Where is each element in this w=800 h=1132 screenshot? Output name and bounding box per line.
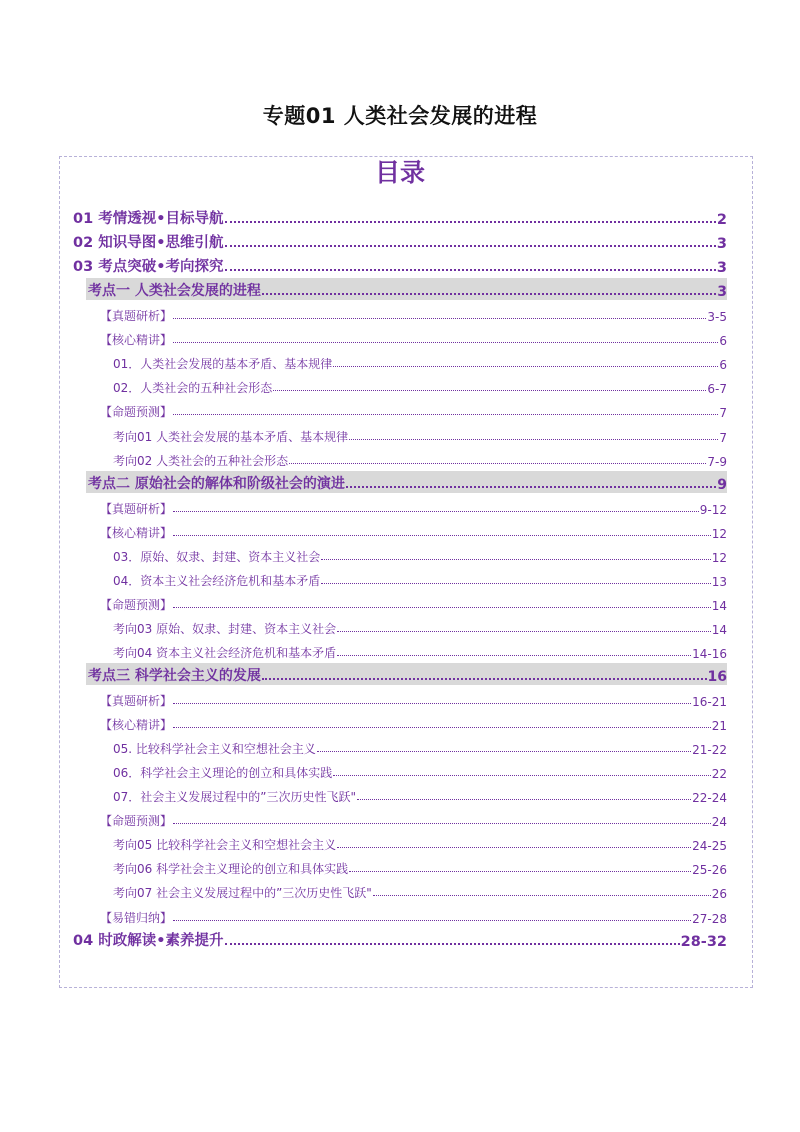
toc-entry-page: 22-24 [692, 791, 727, 806]
toc-entry-page: 6-7 [707, 382, 727, 397]
toc-dot-leader [289, 463, 706, 464]
toc-entry-label: 04 时政解读•素养提升 [73, 932, 224, 949]
toc-entry-page: 24 [711, 815, 727, 830]
toc-entry[interactable] [113, 759, 727, 781]
toc-dot-leader [337, 655, 691, 656]
toc-entry-page: 2 [716, 212, 727, 228]
toc-entry-label: 02 知识导图•思维引航 [73, 235, 224, 252]
toc-entry-page: 7 [719, 430, 727, 445]
toc-dot-leader [173, 920, 691, 921]
toc-entry[interactable] [100, 519, 727, 541]
toc-entry[interactable] [100, 711, 727, 733]
toc-entry[interactable] [113, 543, 727, 565]
toc-entry-label: 考向04 资本主义社会经济危机和基本矛盾 [113, 645, 337, 660]
toc-entry-label: 06．科学社会主义理论的创立和具体实践 [113, 766, 333, 781]
toc-entry-page: 6 [719, 358, 727, 373]
toc-entry[interactable] [100, 326, 727, 348]
toc-dot-leader [337, 847, 691, 848]
toc-entry-page: 6 [719, 334, 727, 349]
toc-entry[interactable] [113, 783, 727, 805]
toc-entry[interactable] [100, 904, 727, 926]
toc-dot-leader [225, 943, 680, 945]
toc-entry-page: 14 [711, 622, 727, 637]
toc-entry[interactable] [113, 567, 727, 589]
toc-entry[interactable] [73, 206, 727, 228]
toc-entry[interactable] [113, 350, 727, 372]
toc-dot-leader [173, 511, 699, 512]
toc-entry[interactable] [113, 831, 727, 853]
toc-entry[interactable] [73, 230, 727, 252]
toc-dot-leader [173, 342, 718, 343]
toc-entry[interactable] [113, 423, 727, 445]
toc-entry-label: 考向06 科学社会主义理论的创立和具体实践 [113, 862, 349, 877]
toc-entry-label: 01．人类社会发展的基本矛盾、基本规律 [113, 357, 333, 372]
toc-entry-label: 【真题研析】 [100, 694, 173, 708]
toc-entry-page: 21 [711, 719, 727, 733]
toc-dot-leader [349, 439, 718, 440]
toc-entry[interactable] [113, 374, 727, 396]
toc-dot-leader [273, 390, 706, 391]
toc-dot-leader [225, 269, 716, 271]
toc-entry[interactable] [86, 663, 727, 685]
toc-entry-page: 26 [711, 887, 727, 902]
toc-entry-label: 【真题研析】 [100, 501, 173, 516]
toc-entry[interactable] [113, 615, 727, 637]
toc-entry-label: 考点三 科学社会主义的发展 [88, 668, 261, 684]
toc-entry[interactable] [113, 855, 727, 877]
toc-entry-page: 9-12 [699, 502, 727, 517]
toc-dot-leader [225, 221, 716, 223]
toc-entry-label: 【核心精讲】 [100, 718, 173, 732]
toc-dot-leader [173, 318, 706, 319]
toc-dot-leader [349, 871, 691, 872]
toc-entry-page: 14-16 [692, 646, 727, 661]
toc-entry-page: 24-25 [692, 839, 727, 854]
toc-entry-page: 14 [711, 598, 727, 613]
toc-entry-page: 7 [719, 406, 727, 421]
toc-entry-page: 12 [711, 526, 727, 541]
toc-dot-leader [262, 293, 716, 295]
toc-entry-label: 【命题预测】 [100, 405, 173, 420]
document-title: 专题01 人类社会发展的进程 [262, 104, 538, 128]
toc-entry-label: 考点二 原始社会的解体和阶级社会的演进 [88, 475, 345, 492]
toc-dot-leader [262, 678, 707, 680]
toc-entry[interactable] [113, 735, 727, 757]
toc-entry-label: 01 考情透视•目标导航 [73, 211, 224, 227]
toc-entry-label: 【核心精讲】 [100, 333, 173, 348]
toc-entry-label: 【易错归纳】 [100, 910, 173, 925]
toc-entry[interactable] [100, 591, 727, 613]
toc-entry[interactable] [100, 495, 727, 517]
toc-entry-label: 03．原始、奴隶、封建、资本主义社会 [113, 549, 321, 564]
toc-dot-leader [346, 486, 716, 488]
toc-dot-leader [321, 559, 710, 560]
toc-entry[interactable] [86, 278, 727, 300]
toc-entry[interactable] [100, 302, 727, 324]
toc-entry-label: 考向05 比较科学社会主义和空想社会主义 [113, 838, 337, 853]
toc-dot-leader [333, 366, 718, 367]
toc-dot-leader [173, 703, 691, 704]
toc-entry[interactable] [100, 398, 727, 420]
toc-entry[interactable] [73, 254, 727, 276]
toc-entry-label: 02．人类社会的五种社会形态 [113, 381, 273, 396]
toc-dot-leader [337, 631, 711, 632]
toc-entry[interactable] [113, 447, 727, 469]
toc-entry-page: 28-32 [680, 933, 727, 950]
toc-entry-label: 考向07 社会主义发展过程中的”三次历史性飞跃" [113, 886, 372, 901]
toc-entry-page: 16 [707, 669, 727, 685]
toc-entry-label: 【命题预测】 [100, 597, 173, 612]
toc-dot-leader [321, 583, 710, 584]
toc-entry-label: 考向02 人类社会的五种社会形态 [113, 453, 289, 468]
toc-dot-leader [173, 414, 718, 415]
toc-heading: 目录 [374, 158, 425, 187]
toc-entry[interactable] [113, 879, 727, 901]
toc-entry-page: 3-5 [707, 310, 727, 325]
toc-dot-leader [173, 727, 711, 728]
toc-entry-page: 27-28 [692, 911, 727, 926]
toc-entry[interactable] [113, 639, 727, 661]
toc-entry-label: 考向01 人类社会发展的基本矛盾、基本规律 [113, 429, 349, 444]
toc-entry-label: 05. 比较科学社会主义和空想社会主义 [113, 742, 316, 757]
toc-entry-label: 07．社会主义发展过程中的”三次历史性飞跃" [113, 790, 357, 805]
toc-dot-leader [373, 895, 711, 896]
toc-dot-leader [173, 535, 711, 536]
toc-entry-page: 21-22 [692, 743, 727, 758]
toc-dot-leader [225, 245, 716, 247]
toc-entry-page: 13 [711, 574, 727, 589]
toc-entry-label: 03 考点突破•考向探究 [73, 259, 224, 276]
toc-entry-page: 3 [716, 260, 727, 277]
toc-dot-leader [173, 823, 711, 824]
toc-dot-leader [317, 751, 691, 752]
toc-entry-label: 考点一 人类社会发展的进程 [88, 283, 261, 300]
toc-entry[interactable] [73, 928, 727, 950]
toc-entry-label: 04．资本主义社会经济危机和基本矛盾 [113, 573, 321, 588]
toc-entry[interactable] [100, 687, 727, 709]
toc-entry-page: 22 [711, 767, 727, 782]
toc-entry-page: 16-21 [692, 695, 727, 709]
toc-entry[interactable] [86, 471, 727, 493]
toc-dot-leader [173, 607, 711, 608]
toc-entry-label: 【真题研析】 [100, 309, 173, 324]
toc-entry-label: 【命题预测】 [100, 814, 173, 829]
toc-entry-page: 25-26 [692, 863, 727, 878]
toc-entry-page: 12 [711, 550, 727, 565]
toc-entry-label: 考向03 原始、奴隶、封建、资本主义社会 [113, 621, 337, 636]
toc-entry-page: 3 [716, 236, 727, 253]
toc-entry-page: 9 [717, 476, 727, 493]
toc-dot-leader [333, 775, 710, 776]
toc-entry[interactable] [100, 807, 727, 829]
toc-entry-page: 7-9 [707, 454, 727, 469]
toc-dot-leader [357, 799, 691, 800]
toc-entry-page: 3 [717, 284, 727, 301]
toc-entry-label: 【核心精讲】 [100, 525, 173, 540]
